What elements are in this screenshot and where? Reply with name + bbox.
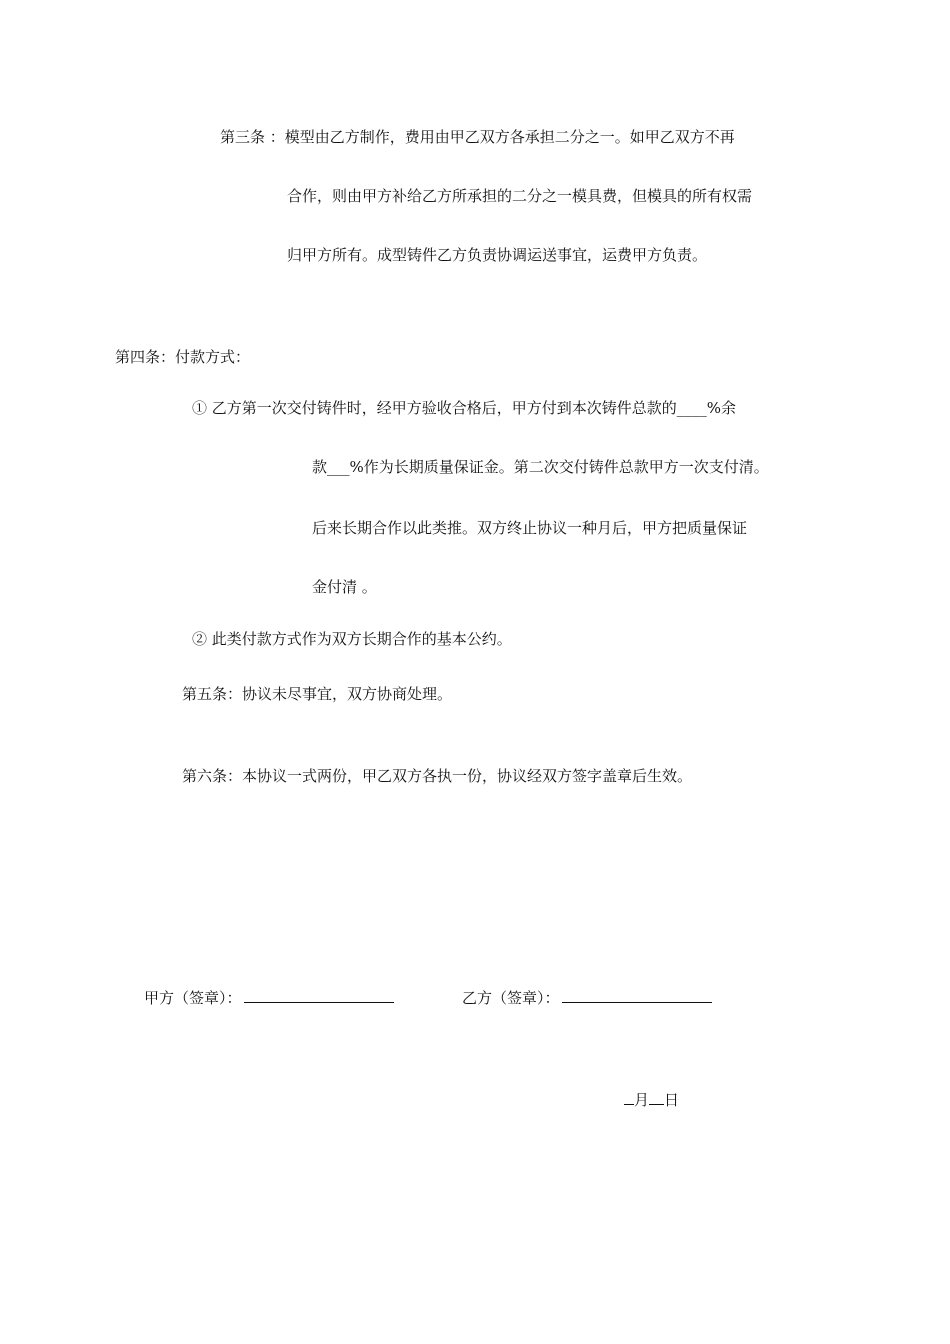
article4-item1-line1: ① 乙方第一次交付铸件时，经甲方验收合格后，甲方付到本次铸件总款的____%余 bbox=[192, 399, 737, 417]
article4-item1-line4: 金付清 。 bbox=[312, 578, 377, 596]
party-a-signature-field[interactable] bbox=[244, 988, 394, 1003]
party-a-label: 甲方（签章）： bbox=[144, 989, 242, 1007]
article3-line1: 第三条 ：模型由乙方制作，费用由甲乙双方各承担二分之一。如甲乙双方不再 bbox=[220, 128, 735, 146]
date-line bbox=[624, 1090, 679, 1110]
article4-heading: 第四条：付款方式： bbox=[115, 348, 251, 366]
article4-item1-line2: 款___%作为长期质量保证金。第二次交付铸件总款甲方一次支付清。 bbox=[312, 458, 769, 476]
article4-item2: ② 此类付款方式作为双方长期合作的基本公约。 bbox=[192, 630, 512, 648]
party-b-signature-field[interactable] bbox=[562, 988, 712, 1003]
day-label: 日 bbox=[664, 1091, 680, 1109]
month-blank[interactable] bbox=[624, 1090, 634, 1105]
article5: 第五条：协议未尽事宜，双方协商处理。 bbox=[182, 685, 453, 703]
party-b-label: 乙方（签章）： bbox=[462, 989, 560, 1007]
article6: 第六条：本协议一式两份，甲乙双方各执一份，协议经双方签字盖章后生效。 bbox=[182, 767, 693, 785]
month-label: 月 bbox=[634, 1091, 650, 1109]
article3-line2: 合作，则由甲方补给乙方所承担的二分之一模具费，但模具的所有权需 bbox=[287, 187, 753, 205]
article3-line3: 归甲方所有。成型铸件乙方负责协调运送事宜，运费甲方负责。 bbox=[287, 246, 708, 264]
party-b-signature bbox=[462, 988, 712, 1008]
party-a-signature bbox=[144, 988, 394, 1008]
article4-item1-line3: 后来长期合作以此类推。双方终止协议一种月后，甲方把质量保证 bbox=[312, 519, 748, 537]
day-blank[interactable] bbox=[649, 1090, 664, 1105]
